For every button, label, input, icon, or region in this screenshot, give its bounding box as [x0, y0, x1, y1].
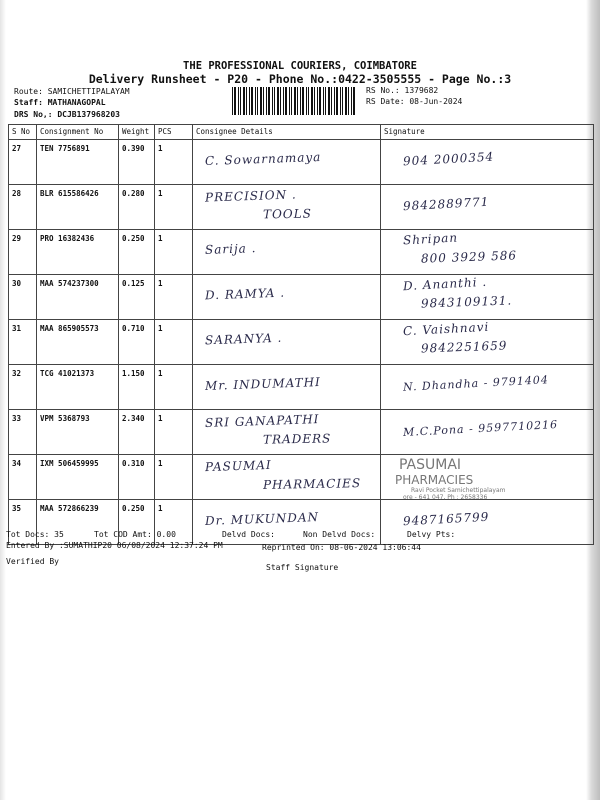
- entered-by: Entered By :SUMATHIP20 06/08/2024 12:37:24 PM: [6, 541, 223, 550]
- shop-stamp-text: Ravi Pocket Samichettipalayam: [411, 487, 506, 494]
- consignment-number: BLR 615586426: [37, 185, 119, 230]
- signature-handwriting-line2: 9843109131.: [420, 293, 513, 311]
- signature-cell: [381, 230, 594, 275]
- pieces-count: 1: [155, 455, 193, 500]
- total-docs: Tot Docs: 35: [6, 530, 64, 539]
- consignee-handwriting: SARANYA .: [204, 330, 283, 348]
- consignment-number: IXM 506459995: [37, 455, 119, 500]
- consignee-handwriting: SRI GANAPATHI: [204, 412, 320, 430]
- signature-cell: [381, 140, 594, 185]
- consignment-number: TCG 41021373: [37, 365, 119, 410]
- consignee-cell: [193, 455, 381, 500]
- table-row: [9, 365, 594, 410]
- consignment-number: MAA 574237300: [37, 275, 119, 320]
- pieces-count: 1: [155, 365, 193, 410]
- consignee-handwriting: Mr. INDUMATHI: [204, 374, 322, 394]
- consignee-handwriting-line2: TRADERS: [262, 431, 332, 447]
- shop-stamp-text: ore - 641 047, Ph : 2658336: [403, 494, 488, 501]
- consignment-number: MAA 865905573: [37, 320, 119, 365]
- weight-value: 0.125: [119, 275, 155, 320]
- table-row: [9, 320, 594, 365]
- shop-stamp-text: PHARMACIES: [395, 473, 474, 487]
- signature-handwriting: 9842889771: [402, 194, 490, 214]
- company-title: THE PROFESSIONAL COURIERS, COIMBATORE: [183, 60, 417, 72]
- consignee-handwriting: Sarija .: [204, 241, 257, 257]
- signature-handwriting: M.C.Pona - 9597710216: [402, 417, 559, 440]
- drs-number: DRS No,: DCJB137968203: [14, 110, 120, 119]
- consignee-handwriting-line2: PHARMACIES: [262, 476, 362, 492]
- weight-value: 0.310: [119, 455, 155, 500]
- signature-handwriting: Shripan: [402, 230, 459, 248]
- staff-label: Staff: MATHANAGOPAL: [14, 98, 106, 107]
- serial-number: 30: [9, 275, 37, 320]
- pieces-count: 1: [155, 185, 193, 230]
- col-header-sno: S No: [9, 125, 37, 140]
- serial-number: 31: [9, 320, 37, 365]
- pieces-count: 1: [155, 320, 193, 365]
- consignee-cell: [193, 365, 381, 410]
- signature-handwriting: 904 2000354: [402, 149, 495, 169]
- rs-number: RS No.: 1379682: [366, 86, 439, 95]
- reprinted-on: Reprinted On: 08-06-2024 13:06:44: [262, 543, 421, 552]
- runsheet-subtitle: Delivery Runsheet - P20 - Phone No.:0422-3505555 - Page No.:3: [88, 72, 512, 86]
- consignee-cell: [193, 185, 381, 230]
- consignment-number: TEN 7756891: [37, 140, 119, 185]
- weight-value: 0.250: [119, 500, 155, 545]
- non-delivered-docs: Non Delvd Docs:: [303, 530, 376, 539]
- serial-number: 34: [9, 455, 37, 500]
- pieces-count: 1: [155, 230, 193, 275]
- scan-shadow-left: [0, 0, 6, 800]
- col-header-consignment: Consignment No: [37, 125, 119, 140]
- table-row: [9, 275, 594, 320]
- delivered-docs: Delvd Docs:: [222, 530, 275, 539]
- consignee-handwriting-line2: TOOLS: [262, 206, 312, 222]
- serial-number: 27: [9, 140, 37, 185]
- consignment-number: MAA 572866239: [37, 500, 119, 545]
- col-header-pcs: PCS: [155, 125, 193, 140]
- table-row: [9, 455, 594, 500]
- col-header-signature: Signature: [381, 125, 594, 140]
- consignee-cell: [193, 410, 381, 455]
- signature-cell: [381, 185, 594, 230]
- table-header-row: [9, 125, 594, 140]
- pieces-count: 1: [155, 410, 193, 455]
- col-header-weight: Weight: [119, 125, 155, 140]
- runsheet-table: [8, 124, 594, 545]
- signature-handwriting: C. Vaishnavi: [402, 319, 490, 339]
- consignee-cell: [193, 230, 381, 275]
- signature-cell: [381, 320, 594, 365]
- signature-handwriting-line2: 9842251659: [420, 338, 508, 356]
- consignee-handwriting: C. Sowarnamaya: [204, 149, 322, 169]
- weight-value: 0.390: [119, 140, 155, 185]
- consignee-handwriting: Dr. MUKUNDAN: [204, 510, 320, 528]
- col-header-consignee: Consignee Details: [193, 125, 381, 140]
- shop-stamp-text: PASUMAI: [399, 457, 462, 473]
- table-row: [9, 140, 594, 185]
- consignee-cell: [193, 140, 381, 185]
- table-row: [9, 410, 594, 455]
- consignment-number: PRO 16382436: [37, 230, 119, 275]
- verified-by: Verified By: [6, 557, 59, 566]
- table-row: [9, 185, 594, 230]
- consignee-handwriting: PASUMAI: [204, 457, 272, 475]
- barcode-image: [232, 87, 356, 115]
- table-row: [9, 230, 594, 275]
- serial-number: 33: [9, 410, 37, 455]
- delivery-points: Delvy Pts:: [407, 530, 456, 539]
- weight-value: 0.250: [119, 230, 155, 275]
- pieces-count: 1: [155, 275, 193, 320]
- consignee-handwriting: D. RAMYA .: [204, 285, 286, 303]
- signature-cell: [381, 365, 594, 410]
- pieces-count: 1: [155, 500, 193, 545]
- consignment-number: VPM 5368793: [37, 410, 119, 455]
- rs-date: RS Date: 08-Jun-2024: [366, 97, 463, 106]
- signature-handwriting-line2: 800 3929 586: [420, 248, 518, 266]
- consignee-cell: [193, 275, 381, 320]
- weight-value: 0.280: [119, 185, 155, 230]
- serial-number: 29: [9, 230, 37, 275]
- pieces-count: 1: [155, 140, 193, 185]
- serial-number: 32: [9, 365, 37, 410]
- signature-handwriting: N. Dhandha - 9791404: [402, 373, 550, 394]
- signature-handwriting: D. Ananthi .: [402, 274, 488, 294]
- total-cod: Tot COD Amt: 0.00: [94, 530, 176, 539]
- weight-value: 1.150: [119, 365, 155, 410]
- serial-number: 28: [9, 185, 37, 230]
- signature-cell: [381, 275, 594, 320]
- signature-cell: [381, 410, 594, 455]
- consignee-cell: [193, 320, 381, 365]
- consignee-handwriting: PRECISION .: [204, 187, 297, 205]
- weight-value: 2.340: [119, 410, 155, 455]
- serial-number: 35: [9, 500, 37, 545]
- weight-value: 0.710: [119, 320, 155, 365]
- route-label: Route: SAMICHETTIPALAYAM: [14, 87, 130, 96]
- signature-handwriting: 9487165799: [402, 509, 490, 529]
- staff-signature: Staff Signature: [266, 563, 339, 572]
- signature-cell: [381, 455, 594, 500]
